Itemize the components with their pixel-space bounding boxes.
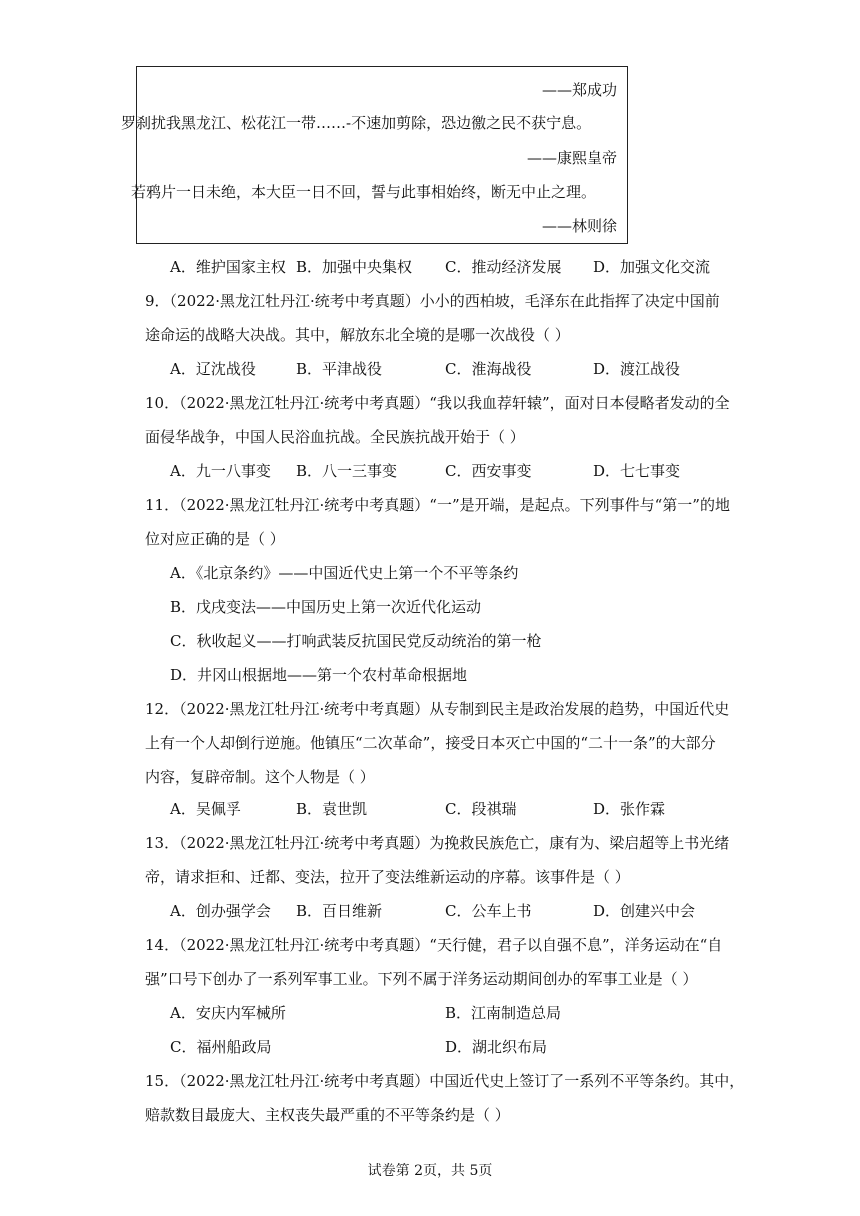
q11-option-b[interactable]: B．戊戌变法——中国历史上第一次近代化运动 <box>170 598 482 616</box>
q13-stem-line-2: 帝，请求拒和、迁都、变法，拉开了变法维新运动的序幕。该事件是（ ） <box>145 868 630 886</box>
q8-option-b[interactable]: B．加强中央集权 <box>296 258 413 276</box>
q8-option-a[interactable]: A．维护国家主权 <box>170 258 286 276</box>
quote-author-zheng: ——郑成功 <box>541 81 617 99</box>
quote-text-kangxi: 罗刹扰我黑龙江、松花江一带……-不速加剪除，恐边徼之民不获宁息。 <box>121 114 592 132</box>
q12-stem-line-3: 内容，复辟帝制。这个人物是（ ） <box>145 768 375 786</box>
q12-option-a[interactable]: A．吴佩孚 <box>170 800 241 818</box>
q11-option-a[interactable]: A．《北京条约》——中国近代史上第一个不平等条约 <box>170 564 519 582</box>
q11-option-d[interactable]: D．井冈山根据地——第一个农村革命根据地 <box>170 666 468 684</box>
q12-stem-line-2: 上有一个人却倒行逆施。他镇压“二次革命”，接受日本灭亡中国的“二十一条”的大部分 <box>145 734 716 752</box>
q12-option-c[interactable]: C．段祺瑞 <box>445 800 517 818</box>
q12-option-b[interactable]: B．袁世凯 <box>296 800 368 818</box>
q13-option-d[interactable]: D．创建兴中会 <box>593 902 696 920</box>
q14-option-a[interactable]: A．安庆内军械所 <box>170 1004 286 1022</box>
q11-option-c[interactable]: C．秋收起义——打响武装反抗国民党反动统治的第一枪 <box>170 632 542 650</box>
q8-option-d[interactable]: D．加强文化交流 <box>593 258 711 276</box>
quote-text-lin: 若鸦片一日未绝，本大臣一日不回，誓与此事相始终，断无中止之理。 <box>131 183 597 201</box>
q9-option-c[interactable]: C．淮海战役 <box>445 360 532 378</box>
q11-stem-line-1: 11．（2022·黑龙江牡丹江·统考中考真题）“一”是开端，是起点。下列事件与“第一”的地 <box>145 496 730 514</box>
quote-author-lin: ——林则徐 <box>541 217 617 235</box>
q13-option-b[interactable]: B．百日维新 <box>296 902 383 920</box>
q10-option-d[interactable]: D．七七事变 <box>593 462 681 480</box>
q13-option-a[interactable]: A．创办强学会 <box>170 902 271 920</box>
q10-stem-line-2: 面侵华战争，中国人民浴血抗战。全民族抗战开始于（ ） <box>145 428 525 446</box>
q14-option-d[interactable]: D．湖北织布局 <box>445 1038 548 1056</box>
q14-option-c[interactable]: C．福州船政局 <box>170 1038 272 1056</box>
q14-stem-line-2: 强”口号下创办了一系列军事工业。下列不属于洋务运动期间创办的军事工业是（ ） <box>145 970 698 988</box>
q15-stem-line-1: 15．（2022·黑龙江牡丹江·统考中考真题）中国近代史上签订了一系列不平等条约。其中， <box>145 1072 745 1090</box>
page-footer: 试卷第 2页，共 5页 <box>367 1163 493 1179</box>
q14-stem-line-1: 14．（2022·黑龙江牡丹江·统考中考真题）“天行健，君子以自强不息”，洋务运动在“自 <box>145 936 723 954</box>
q8-option-c[interactable]: C．推动经济发展 <box>445 258 562 276</box>
q10-option-a[interactable]: A．九一八事变 <box>170 462 271 480</box>
q10-option-c[interactable]: C．西安事变 <box>445 462 532 480</box>
q11-stem-line-2: 位对应正确的是（ ） <box>145 530 285 548</box>
q13-option-c[interactable]: C．公车上书 <box>445 902 532 920</box>
q12-option-d[interactable]: D．张作霖 <box>593 800 666 818</box>
q9-option-a[interactable]: A．辽沈战役 <box>170 360 256 378</box>
q14-option-b[interactable]: B．江南制造总局 <box>445 1004 562 1022</box>
q13-stem-line-1: 13．（2022·黑龙江牡丹江·统考中考真题）为挽救民族危亡，康有为、梁启超等上书光绪 <box>145 834 730 852</box>
q9-stem-line-1: 9．（2022·黑龙江牡丹江·统考中考真题）小小的西柏坡，毛泽东在此指挥了决定中国前 <box>145 292 720 310</box>
q10-stem-line-1: 10．（2022·黑龙江牡丹江·统考中考真题）“我以我血荐轩辕”，面对日本侵略者发动的全 <box>145 394 730 412</box>
q9-option-b[interactable]: B．平津战役 <box>296 360 383 378</box>
quote-author-kangxi: ——康熙皇帝 <box>526 149 617 167</box>
q9-stem-line-2: 途命运的战略大决战。其中，解放东北全境的是哪一次战役（ ） <box>145 326 570 344</box>
quote-box <box>121 66 628 244</box>
q10-option-b[interactable]: B．八一三事变 <box>296 462 398 480</box>
q9-option-d[interactable]: D．渡江战役 <box>593 360 681 378</box>
q12-stem-line-1: 12．（2022·黑龙江牡丹江·统考中考真题）从专制到民主是政治发展的趋势，中国近代史 <box>145 700 730 718</box>
q15-stem-line-2: 赔款数目最庞大、主权丧失最严重的不平等条约是（ ） <box>145 1106 510 1124</box>
